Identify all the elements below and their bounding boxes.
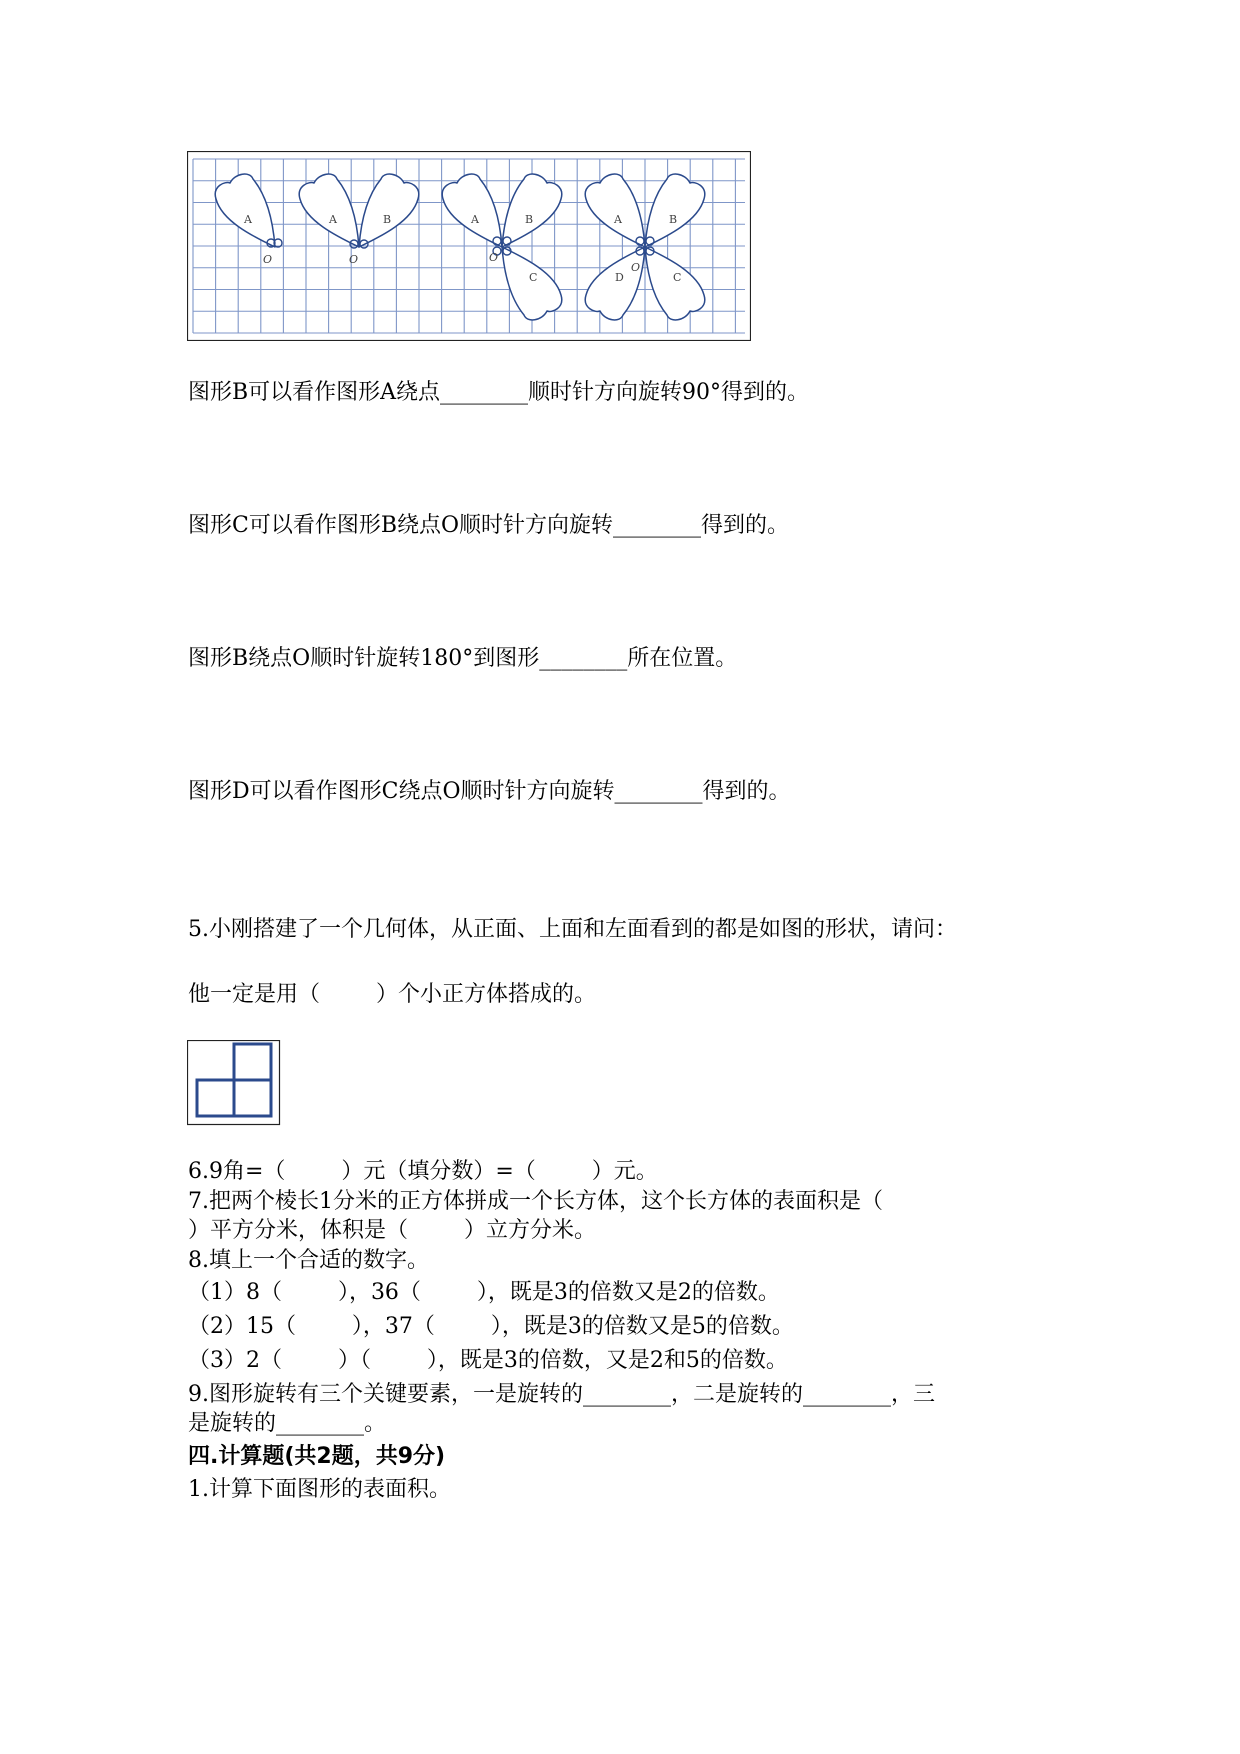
cube-view-figure [187, 1040, 281, 1126]
question-8-item-2: （2）15（ ），37（ ），既是3的倍数又是5的倍数。 [188, 1314, 794, 1339]
label-a-1: A [244, 213, 252, 226]
question-8-item-1: （1）8（ ），36（ ），既是3的倍数又是2的倍数。 [188, 1280, 780, 1305]
label-a-4: A [614, 213, 622, 226]
label-c-3: C [529, 271, 538, 284]
question-8-title: 8.填上一个合适的数字。 [188, 1248, 429, 1273]
label-o-3: O [489, 251, 499, 264]
label-d-4: D [615, 271, 624, 284]
question-4-part-2: 图形C可以看作图形B绕点O顺时针方向旋转________得到的。 [188, 513, 790, 538]
question-6: 6.9角=（ ）元（填分数）=（ ）元。 [188, 1159, 658, 1184]
question-4-part-3: 图形B绕点O顺时针旋转180°到图形________所在位置。 [188, 646, 738, 671]
label-o-1: O [263, 253, 273, 266]
label-c-4: C [673, 271, 682, 284]
label-b-2: B [383, 213, 392, 226]
label-b-3: B [525, 213, 534, 226]
question-5-line-2: 他一定是用（ ）个小正方体搭成的。 [188, 982, 596, 1007]
calc-question-1: 1.计算下面图形的表面积。 [188, 1477, 451, 1502]
rotation-grid-figure [187, 151, 751, 341]
question-7-line-2: ）平方分米，体积是（ ）立方分米。 [188, 1218, 596, 1243]
question-4-part-4: 图形D可以看作图形C绕点O顺时针方向旋转________得到的。 [188, 779, 791, 804]
question-7-line-1: 7.把两个棱长1分米的正方体拼成一个长方体，这个长方体的表面积是（ [188, 1189, 883, 1214]
question-4-part-1: 图形B可以看作图形A绕点________顺时针方向旋转90°得到的。 [188, 380, 810, 405]
label-o-4: O [631, 261, 641, 274]
question-9-line-1: 9.图形旋转有三个关键要素，一是旋转的________，二是旋转的________，三 [188, 1382, 935, 1407]
section-4-title: 四.计算题(共2题，共9分) [188, 1444, 446, 1469]
label-a-2: A [329, 213, 337, 226]
label-o-2: O [349, 253, 359, 266]
question-5-line-1: 5.小刚搭建了一个几何体，从正面、上面和左面看到的都是如图的形状，请问： [188, 917, 957, 942]
label-a-3: A [471, 213, 479, 226]
label-b-4: B [669, 213, 678, 226]
question-8-item-3: （3）2（ ）（ ），既是3的倍数，又是2和5的倍数。 [188, 1348, 788, 1373]
question-9-line-2: 是旋转的________。 [188, 1411, 387, 1436]
